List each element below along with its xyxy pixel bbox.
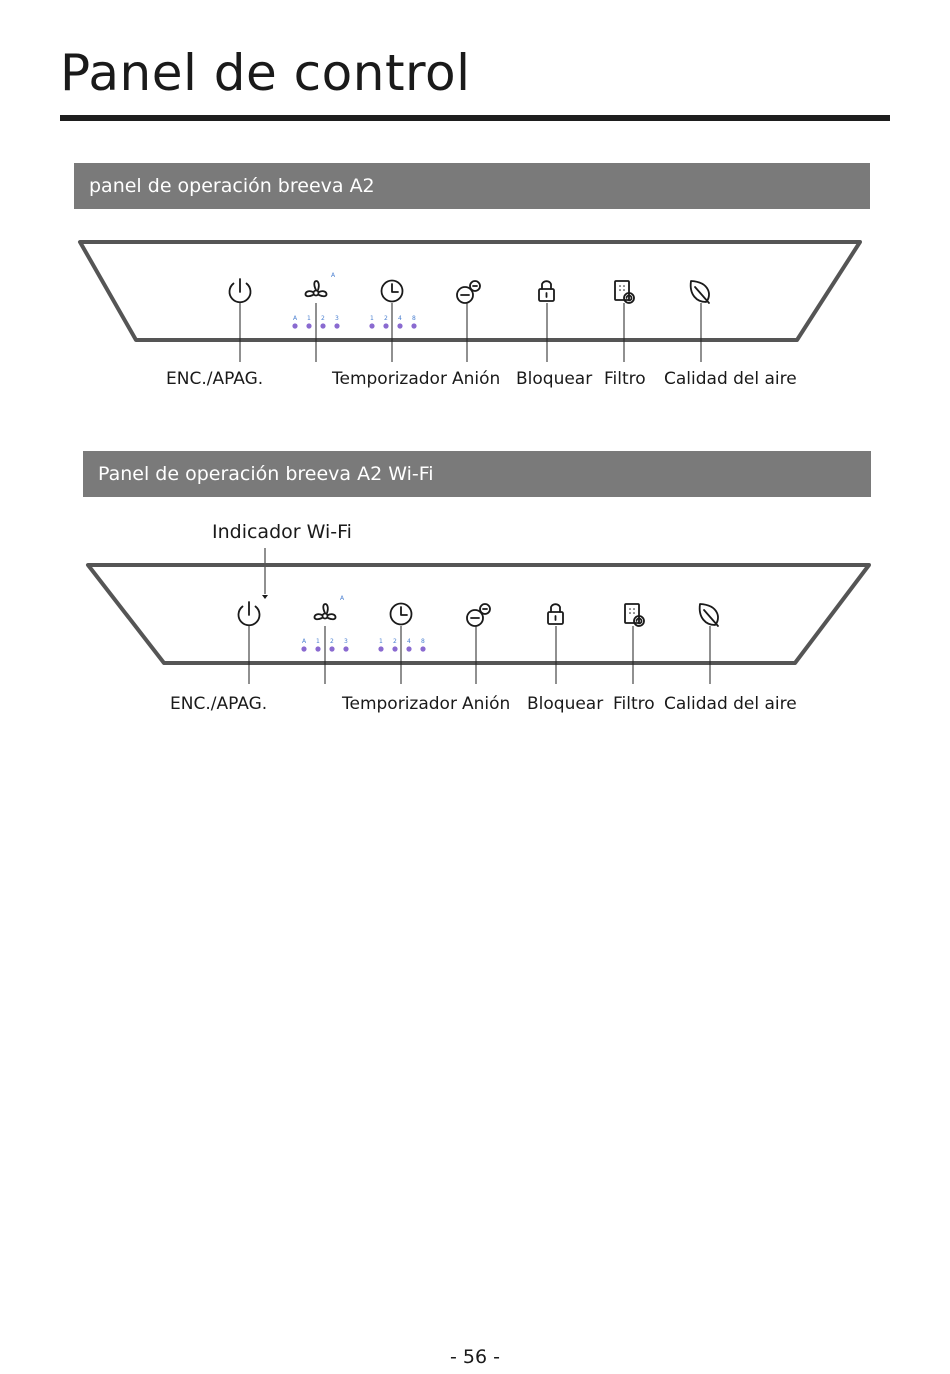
fan-icon [305,272,336,296]
timer-indicator-label: 8 [421,638,425,645]
anion-icon [457,281,480,303]
power-icon [239,602,260,625]
fan-indicator-label: 3 [335,315,339,322]
label-filter: Filtro [613,694,655,714]
filter-icon [625,604,644,626]
clock-icon [391,604,412,625]
section-heading-text: panel de operación breeva A2 [89,175,375,197]
label-timer: Temporizador [342,694,457,714]
indicator-dot [306,323,311,328]
fan-indicator-label: A [302,638,307,645]
label-power: ENC./APAG. [166,369,264,389]
title-divider [60,115,890,121]
timer-indicator-label: 1 [379,638,383,645]
fan-indicator-label: 2 [321,315,325,322]
indicator-dot [383,323,388,328]
indicator-dot [411,323,416,328]
label-lock: Bloquear [527,694,604,714]
clock-icon [382,281,403,302]
label-air-quality: Calidad del aire [664,694,797,714]
timer-indicator-label: 8 [412,315,416,322]
fan-indicator-label: 3 [344,638,348,645]
leaf-icon [691,281,709,303]
leaf-icon [700,604,718,626]
timer-indicator-label: 4 [398,315,402,322]
panel-outline [80,242,860,340]
label-anion: Anión [462,694,511,714]
page-title: Panel de control [60,44,471,102]
control-panel-diagram-a2 [0,225,950,405]
indicator-dot [406,646,411,651]
lock-icon [539,281,554,301]
indicator-dot [301,646,306,651]
section-heading-text: Panel de operación breeva A2 Wi-Fi [98,463,434,485]
indicator-dot [334,323,339,328]
indicator-dot [329,646,334,651]
label-filter: Filtro [604,369,646,389]
indicator-dot [315,646,320,651]
indicator-dot [420,646,425,651]
wifi-icon [262,595,268,599]
indicator-dot [392,646,397,651]
timer-indicators [378,638,425,652]
timer-indicator-label: 2 [393,638,397,645]
anion-icon [467,604,490,626]
page-number: - 56 - [450,1346,500,1368]
label-timer: Temporizador [332,369,447,389]
lock-icon [548,604,563,624]
label-wifi-indicator: Indicador Wi-Fi [212,521,352,543]
section-heading-a2 [74,163,870,209]
indicator-dot [378,646,383,651]
label-air-quality: Calidad del aire [664,369,797,389]
indicator-dot [343,646,348,651]
label-lock: Bloquear [516,369,593,389]
control-panel-diagram-a2-wifi [0,515,950,730]
indicator-dot [292,323,297,328]
fan-indicator-label: 2 [330,638,334,645]
indicator-dot [320,323,325,328]
power-icon [230,279,251,302]
timer-indicator-label: 2 [384,315,388,322]
label-anion: Anión [452,369,501,389]
timer-indicators [369,315,416,329]
fan-indicator-label: A [293,315,298,322]
timer-indicator-label: 4 [407,638,411,645]
auto-mark: A [331,272,336,279]
indicator-dot [369,323,374,328]
section-heading-a2-wifi [83,451,871,497]
auto-mark: A [340,595,345,602]
fan-indicator-label: 1 [307,315,311,322]
panel-outline [88,565,869,663]
filter-icon [615,281,634,303]
indicator-dot [397,323,402,328]
timer-indicator-label: 1 [370,315,374,322]
fan-icon [314,595,345,619]
fan-indicator-label: 1 [316,638,320,645]
label-power: ENC./APAG. [170,694,268,714]
